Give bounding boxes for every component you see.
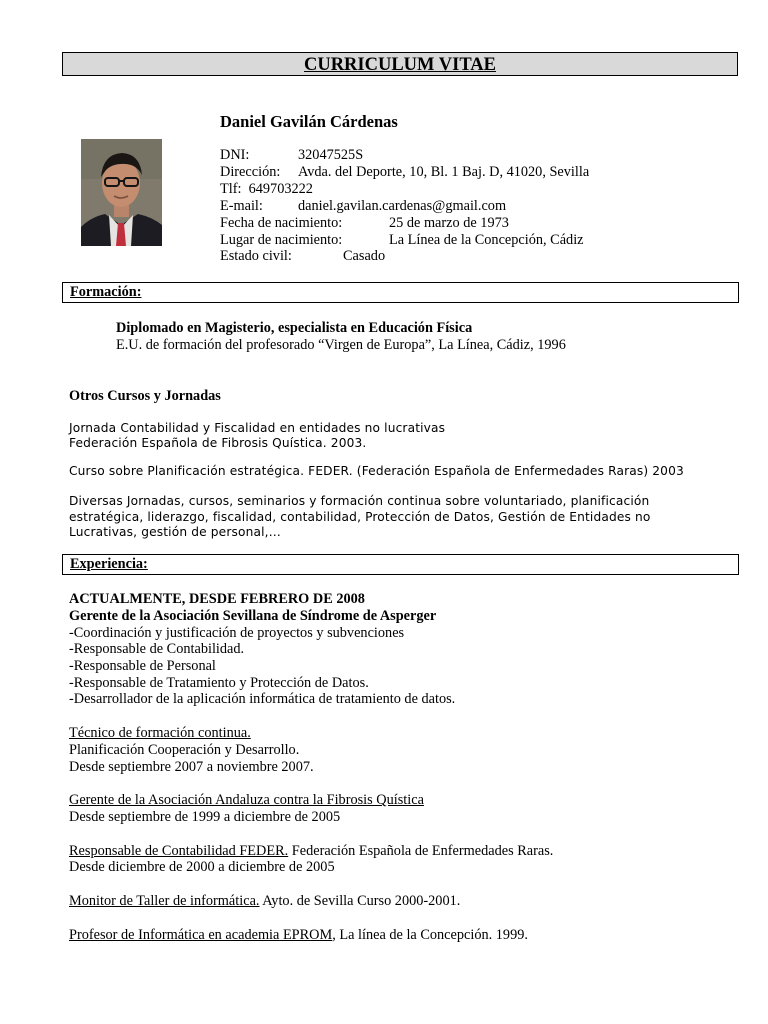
civil-status-row	[220, 248, 385, 265]
course-3-line-3: Lucrativas, gestión de personal,…	[69, 525, 281, 539]
phone-value: 649703222	[248, 181, 313, 197]
email-row	[220, 198, 506, 215]
course-1-line-2: Federación Española de Fibrosis Quística. 2003.	[69, 436, 367, 450]
duty-item: -Responsable de Personal	[69, 658, 216, 674]
phone-row	[220, 181, 313, 198]
courses-heading: Otros Cursos y Jornadas	[69, 388, 221, 404]
current-job-role: Gerente de la Asociación Sevillana de Síndrome de Asperger	[69, 608, 437, 624]
duty-item: -Desarrollador de la aplicación informática de tratamiento de datos.	[69, 691, 456, 707]
degree-title: Diplomado en Magisterio, especialista en Educación Física	[116, 320, 473, 336]
civil-status-label: Estado civil:	[220, 248, 292, 264]
title-box	[62, 52, 738, 76]
job-4-rest: Federación Española de Enfermedades Raras.	[288, 843, 554, 859]
experiencia-header	[62, 554, 739, 575]
phone-label: Tlf:	[220, 181, 242, 197]
email-value: daniel.gavilan.cardenas@gmail.com	[298, 198, 507, 214]
job-2-line-2: Planificación Cooperación y Desarrollo.	[69, 742, 300, 758]
job-4-line-1	[69, 843, 553, 860]
birthdate-value: 25 de marzo de 1973	[389, 215, 509, 231]
duty-item: -Responsable de Tratamiento y Protección de Datos.	[69, 675, 369, 691]
email-label: E-mail:	[220, 198, 263, 214]
address-label: Dirección:	[220, 164, 281, 180]
job-2-title: Técnico de formación continua.	[69, 725, 251, 741]
birthplace-row	[220, 232, 584, 249]
job-3-title: Gerente de la Asociación Andaluza contra la Fibrosis Quística	[69, 792, 424, 808]
job-6-title: Profesor de Informática en academia EPROM	[69, 927, 333, 943]
degree-detail: E.U. de formación del profesorado “Virgen de Europa”, La Línea, Cádiz, 1996	[116, 337, 566, 353]
job-2-line-3: Desde septiembre 2007 a noviembre 2007.	[69, 759, 314, 775]
formacion-header	[62, 282, 739, 303]
course-2-line-1: Curso sobre Planificación estratégica. FEDER. (Federación Española de Enfermedades Raras) 2003	[69, 464, 684, 478]
dni-label: DNI:	[220, 147, 250, 163]
current-job-heading: ACTUALMENTE, DESDE FEBRERO DE 2008	[69, 591, 365, 607]
job-5-title: Monitor de Taller de informática.	[69, 893, 260, 909]
duty-item: -Coordinación y justificación de proyectos y subvenciones	[69, 625, 405, 641]
experiencia-heading: Experiencia:	[70, 556, 148, 572]
job-5-line-1	[69, 893, 460, 910]
profile-photo	[81, 139, 162, 246]
job-4-title: Responsable de Contabilidad FEDER.	[69, 843, 289, 859]
dni-value: 32047525S	[298, 147, 364, 163]
birthdate-label: Fecha de nacimiento:	[220, 215, 343, 231]
dni-row	[220, 147, 363, 164]
job-6-line-1	[69, 927, 528, 944]
address-row	[220, 164, 589, 181]
candidate-name: Daniel Gavilán Cárdenas	[220, 112, 398, 131]
birthplace-label: Lugar de nacimiento:	[220, 232, 343, 248]
course-3-line-2: estratégica, liderazgo, fiscalidad, contabilidad, Protección de Datos, Gestión de Entidades no	[69, 510, 651, 524]
formacion-heading: Formación:	[70, 284, 142, 300]
civil-status-value: Casado	[343, 248, 386, 264]
duty-item: -Responsable de Contabilidad.	[69, 641, 245, 657]
birthdate-row	[220, 215, 509, 232]
job-4-line-2: Desde diciembre de 2000 a diciembre de 2005	[69, 859, 335, 875]
course-1-line-1: Jornada Contabilidad y Fiscalidad en entidades no lucrativas	[69, 421, 446, 435]
address-value: Avda. del Deporte, 10, Bl. 1 Baj. D, 41020, Sevilla	[298, 164, 590, 180]
document-title: CURRICULUM VITAE	[303, 55, 497, 75]
job-3-line-2: Desde septiembre de 1999 a diciembre de 2005	[69, 809, 341, 825]
course-3-line-1: Diversas Jornadas, cursos, seminarios y formación continua sobre voluntariado, planificación	[69, 494, 650, 508]
portrait-image	[81, 139, 162, 246]
birthplace-value: La Línea de la Concepción, Cádiz	[389, 232, 584, 248]
job-5-rest: Ayto. de Sevilla Curso 2000-2001.	[259, 893, 461, 909]
job-6-rest: , La línea de la Concepción. 1999.	[332, 927, 528, 943]
